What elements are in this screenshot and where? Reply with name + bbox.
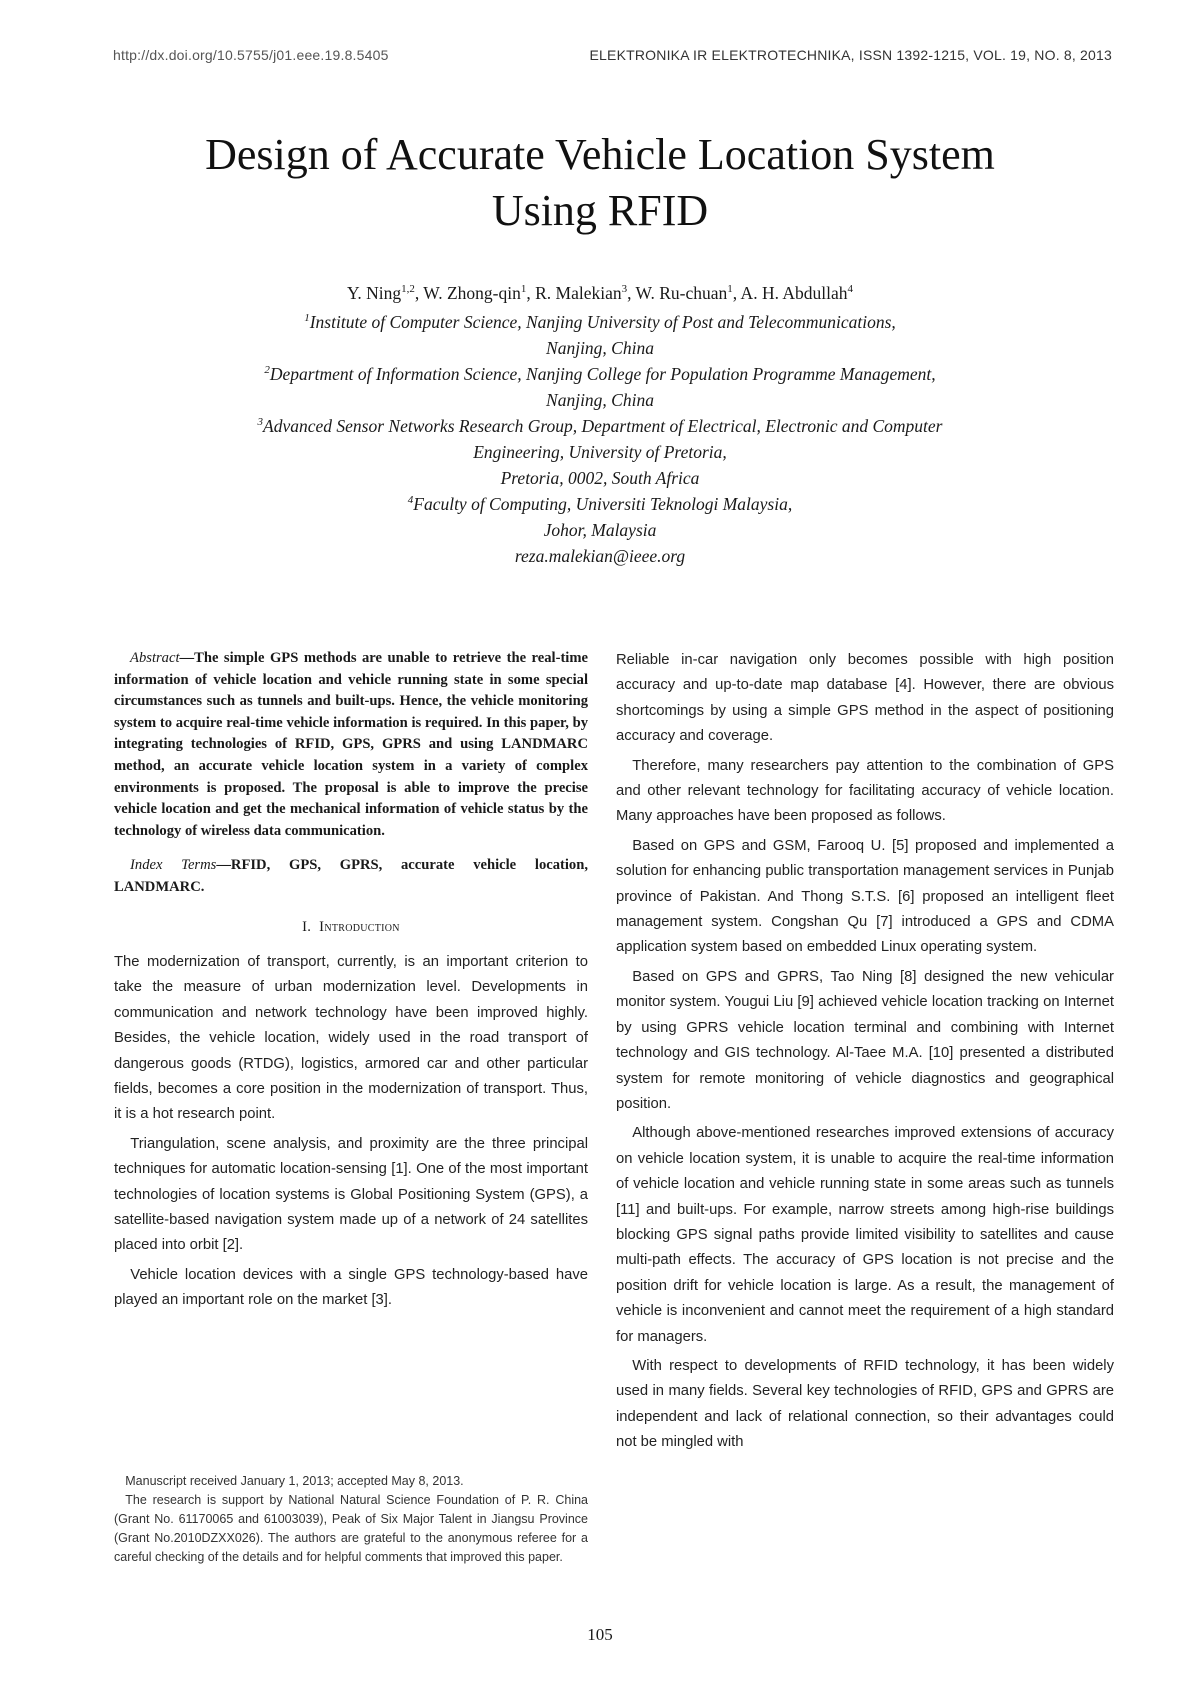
- author-1-affil: 1,2: [401, 283, 415, 296]
- affiliation-2-line-2: Nanjing, China: [546, 390, 654, 410]
- title-line-1: Design of Accurate Vehicle Location System: [205, 130, 995, 179]
- index-terms: [114, 855, 588, 898]
- journal-header: ELEKTRONIKA IR ELEKTROTECHNIKA, ISSN 1392-1215, VOL. 19, NO. 8, 2013: [589, 47, 1112, 63]
- left-column: [114, 648, 588, 1314]
- paragraph: Reliable in-car navigation only becomes possible with high position accuracy and up-to-date map database [4]. However, there are obvious shortcomings by using a simple GPS method in the aspect of positioning accuracy and coverage.: [616, 652, 1114, 745]
- affiliation-3-line-3: Pretoria, 0002, South Africa: [500, 468, 700, 488]
- section-number: I.: [302, 918, 312, 935]
- paragraph: Based on GPS and GSM, Farooq U. [5] proposed and implemented a solution for enhancing public transportation management services in Punjab province of Pakistan. And Thong S.T.S. [6] proposed an intelligent fleet management system. Congshan Qu [7] introduced a GPS and CDMA application system based on embedded Linux operating system.: [616, 837, 1114, 956]
- affiliation-1-line-2: Nanjing, China: [546, 338, 654, 358]
- affiliation-4-mark: 4: [407, 494, 414, 507]
- abstract-label: Abstract: [130, 650, 180, 666]
- paragraph: Based on GPS and GPRS, Tao Ning [8] designed the new vehicular monitor system. Yougui Liu [9] achieved vehicle location tracking on Internet by using GPRS vehicle location terminal and combining with Internet technology and GIS technology. Al-Taee M.A. [10] presented a distributed system for remote monitoring of vehicle diagnostics and geographical position.: [616, 968, 1114, 1112]
- affiliation-2-line-1: Department of Information Science, Nanjing College for Population Programme Management,: [269, 364, 936, 384]
- title-line-2: Using RFID: [491, 186, 709, 235]
- author-list: [100, 281, 1100, 305]
- index-terms-label: Index Terms: [130, 857, 217, 874]
- footnote: [114, 1472, 588, 1567]
- author-2: , W. Zhong-qin: [414, 283, 521, 303]
- affiliation-3-line-2: Engineering, University of Pretoria,: [473, 442, 727, 462]
- author-2-affil: 1: [520, 283, 527, 296]
- author-5-affil: 4: [847, 283, 853, 296]
- affiliation-3-mark: 3: [257, 416, 264, 429]
- author-3-affil: 3: [621, 283, 628, 296]
- affiliation-1-mark: 1: [304, 312, 310, 325]
- footnote-received: Manuscript received January 1, 2013; accepted May 8, 2013.: [125, 1474, 464, 1488]
- paper-title: [100, 127, 1100, 239]
- right-column: [616, 648, 1114, 1456]
- affiliation-1: [100, 309, 1100, 335]
- abstract-text: —The simple GPS methods are unable to retrieve the real-time information of vehicle location and vehicle running state in some special circumstances such as tunnels and built-ups. Hence, the vehicle monitoring system to acquire real-time vehicle information is required. In this paper, by integrating technologies of RFID, GPS, GPRS and using LANDMARC method, an accurate vehicle location system in a variety of complex environments is proposed. The proposal is able to improve the precise vehicle location and get the mechanical information of vehicle status by the technology of wireless data communication.: [114, 650, 588, 839]
- paragraph: Vehicle location devices with a single GPS technology-based have played an important role on the market [3].: [114, 1266, 588, 1309]
- section-heading: [114, 915, 588, 940]
- abstract: [114, 648, 588, 842]
- doi-link[interactable]: http://dx.doi.org/10.5755/j01.eee.19.8.5405: [113, 47, 389, 63]
- author-3: , R. Malekian: [526, 283, 622, 303]
- affiliation-4-line-2: Johor, Malaysia: [543, 520, 657, 540]
- contact-email[interactable]: reza.malekian@ieee.org: [514, 546, 686, 566]
- paragraph: Although above-mentioned researches improved extensions of accuracy on vehicle location system, it is unable to acquire the real-time information of vehicle location and vehicle running state in some areas such as tunnels [11] and built-ups. For example, narrow streets among high-rise buildings blocking GPS signal paths provide limited visibility to satellites and cause multi-path effects. The accuracy of GPS location is not precise and the position drift for vehicle location is large. As a result, the management of vehicle is inconvenient and cannot meet the requirement of a high standard for managers.: [616, 1125, 1114, 1345]
- affiliation-3-line-1: Advanced Sensor Networks Research Group, Department of Electrical, Electronic and Computer: [263, 416, 943, 436]
- paragraph: The modernization of transport, currently, is an important criterion to take the measure of urban modernization level. Developments in communication and network technology have been improved highly. Besides, the vehicle location, widely used in the road transport of dangerous goods (RTDG), logistics, armored car and other particular fields, becomes a core position in the modernization of transport. Thus, it is a hot research point.: [114, 953, 588, 1123]
- paragraph: Triangulation, scene analysis, and proximity are the three principal techniques for automatic location-sensing [1]. One of the most important technologies of location systems is Global Positioning System (GPS), a satellite-based navigation system made up of a network of 24 satellites placed into orbit [2].: [114, 1135, 588, 1254]
- section-title: Introduction: [319, 918, 400, 935]
- affiliation-2: [100, 361, 1100, 387]
- author-1: Y. Ning: [346, 283, 402, 303]
- affiliation-4-line-1: Faculty of Computing, Universiti Teknologi Malaysia,: [413, 494, 793, 514]
- paragraph: Therefore, many researchers pay attention to the combination of GPS and other relevant technology for facilitating accuracy of vehicle location. Many approaches have been proposed as follows.: [616, 757, 1114, 825]
- author-4: , W. Ru-chuan: [627, 283, 728, 303]
- author-4-affil: 1: [727, 283, 733, 296]
- affiliation-3: [100, 413, 1100, 439]
- affiliation-2-mark: 2: [264, 364, 270, 377]
- page-number: 105: [587, 1625, 613, 1644]
- author-5: , A. H. Abdullah: [732, 283, 848, 303]
- index-terms-text: —RFID, GPS, GPRS, accurate vehicle location, LANDMARC.: [114, 857, 588, 895]
- affiliation-1-line-1: Institute of Computer Science, Nanjing University of Post and Telecommunications,: [309, 312, 896, 332]
- affiliation-4: [100, 491, 1100, 517]
- paragraph: With respect to developments of RFID technology, it has been widely used in many fields. Several key technologies of RFID, GPS and GPRS are independent and lack of relational connection, so their advantages could not be mingled with: [616, 1357, 1114, 1451]
- footnote-support: The research is support by National Natural Science Foundation of P. R. China (Grant No. 61170065 and 61003039), Peak of Six Major Talent in Jiangsu Province (Grant No.2010DZXX026). The authors are grateful to the anonymous referee for a careful checking of the details and for helpful comments that improved this paper.: [114, 1493, 588, 1564]
- affiliations: [100, 309, 1100, 569]
